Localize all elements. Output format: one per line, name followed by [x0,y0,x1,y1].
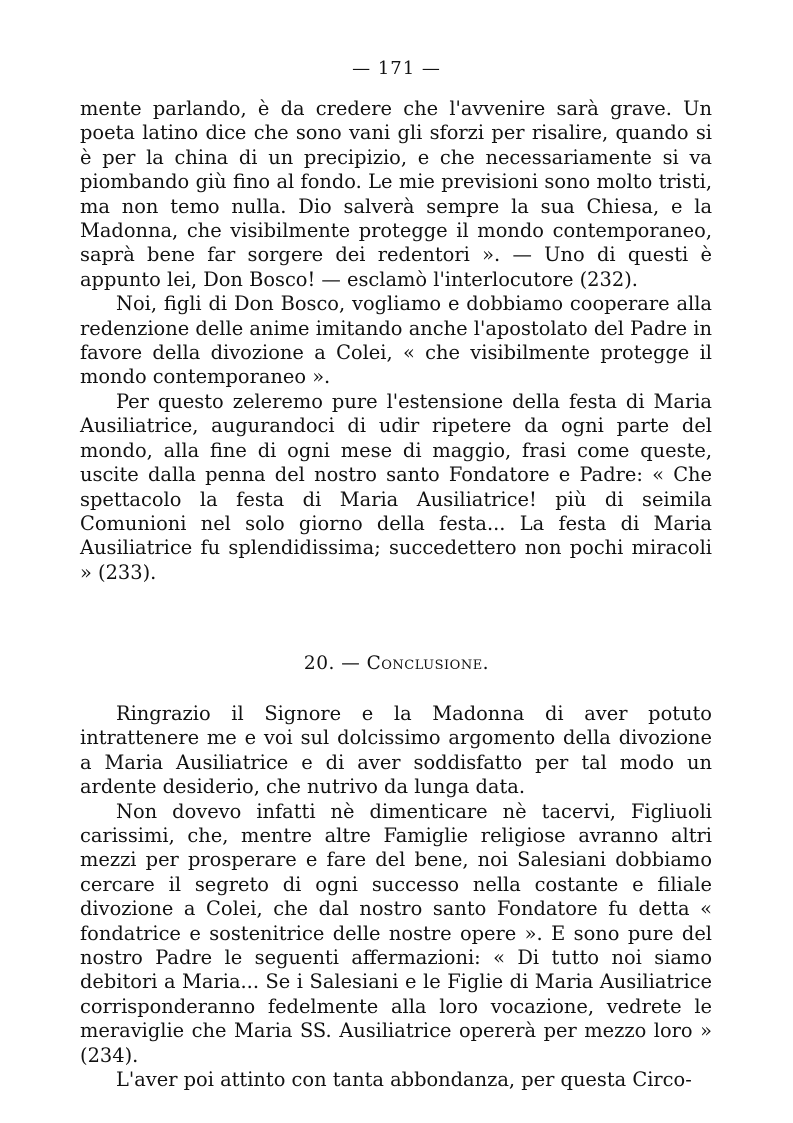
paragraph: Noi, figli di Don Bosco, vogliamo e dobbiamo cooperare alla redenzione delle anime imitando anche l'apostolato del Padre in favore della divozione a Colei, « che visibilmente protegge il mondo contemporaneo ». [80,292,712,389]
section-heading: 20. — Conclusione. [303,653,490,674]
text-block-before-heading [80,97,712,585]
text-block-after-heading [80,702,712,1093]
paragraph-continuation: mente parlando, è da credere che l'avvenire sarà grave. Un poeta latino dice che sono vani gli sforzi per risalire, quando si è per la china di un precipizio, e che necessariamente si va piombando giù fino al fondo. Le mie previsioni sono molto tristi, ma non temo nulla. Dio salverà sempre la sua Chiesa, e la Madonna, che visibilmente protegge il mondo contemporaneo, saprà bene far sorgere dei redentori ». — Uno di questi è appunto lei, Don Bosco! — esclamò l'interlocutore (232). [80,97,712,291]
paragraph: Ringrazio il Signore e la Madonna di aver potuto intrattenere me e voi sul dolcissimo argomento della divozione a Maria Ausiliatrice e di aver soddisfatto per tal modo un ardente desiderio, che nutrivo da lunga data. [80,702,712,799]
page-number: — 171 — [352,58,441,79]
paragraph: Non dovevo infatti nè dimenticare nè tacervi, Figliuoli carissimi, che, mentre altre Famiglie religiose avranno altri mezzi per prosperare e fare del bene, noi Salesiani dobbiamo cercare il segreto di ogni successo nella costante e filiale divozione a Colei, che dal nostro santo Fondatore fu detta « fondatrice e sostenitrice delle nostre opere ». E sono pure del nostro Padre le seguenti affermazioni: « Di tutto noi siamo debitori a Maria... Se i Salesiani e le Figlie di Maria Ausiliatrice corrisponderanno fedelmente alla loro vocazione, vedrete le meraviglie che Maria SS. Ausiliatrice opererà per mezzo loro » (234). [80,799,712,1067]
paragraph-cut-off: L'aver poi attinto con tanta abbondanza, per questa Circo- [116,1068,692,1092]
paragraph: Per questo zeleremo pure l'estensione della festa di Maria Ausiliatrice, augurandoci di udir ripetere da ogni parte del mondo, alla fine di ogni mese di maggio, frasi come queste, uscite dalla penna del nostro santo Fondatore e Padre: « Che spettacolo la festa di Maria Ausiliatrice! più di seimila Comunioni nel solo giorno della festa... La festa di Maria Ausiliatrice fu splendidissima; succedettero non pochi miracoli » (233). [80,389,712,584]
